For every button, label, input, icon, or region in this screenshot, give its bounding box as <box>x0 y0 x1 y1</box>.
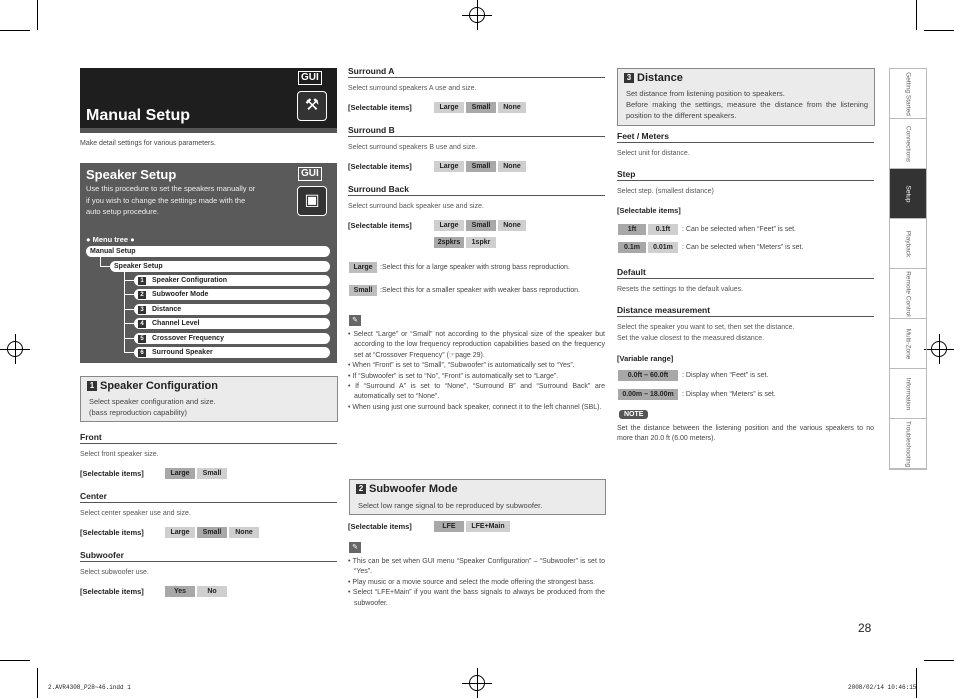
notes1-bullet: • When using just one surround back speaker, connect it to the left channel (SBL). <box>348 403 602 411</box>
surround-back-option-small[interactable]: Small <box>466 220 496 231</box>
notes1-bullet: • If “Subwoofer” is set to “No”, “Front” is automatically set to “Large”. <box>348 372 559 380</box>
surround-b-option-large[interactable]: Large <box>434 161 464 172</box>
sw-mode-option-lfe-main[interactable]: LFE+Main <box>466 521 510 532</box>
step-option-01ft[interactable]: 0.1ft <box>648 224 678 235</box>
surround-a-desc: Select surround speakers A use and size. <box>348 85 477 92</box>
front-desc: Select front speaker size. <box>80 451 159 458</box>
section-title: Speaker Configuration <box>100 380 218 392</box>
surround-back-option-1spkr[interactable]: 1spkr <box>466 237 496 248</box>
tree-item-1[interactable]: 1 Speaker Configuration <box>134 275 330 286</box>
tree-item-6[interactable]: 6 Surround Speaker <box>134 347 330 358</box>
notes2-bullet: • Select “LFE+Main” if you want the bass signals to always be produced from the subwoofer. <box>348 589 605 607</box>
pencil-note-icon-2: ✎ <box>349 542 361 553</box>
subwoofer-selectable-label: [Selectable items] <box>80 587 144 596</box>
tree-speaker-setup[interactable]: Speaker Setup <box>110 261 330 272</box>
footer-timestamp: 2008/02/14 10:46:15 <box>848 684 917 691</box>
step-desc: Select step. (smallest distance) <box>617 188 714 195</box>
tab-playback[interactable]: Playback <box>890 219 926 269</box>
step-selectable-label: [Selectable items] <box>617 206 681 215</box>
surround-b-selectable-label: [Selectable items] <box>348 162 412 171</box>
speaker-setup-desc: Use this procedure to set the speakers manually or if you wish to change the settings made with the auto setup procedure. <box>86 184 256 216</box>
page-number: 28 <box>858 621 872 635</box>
tab-setup[interactable]: Setup <box>890 169 926 219</box>
registration-mark-right <box>924 334 954 364</box>
chapter-tabs <box>889 68 927 470</box>
intro-text: Make detail settings for various parameters. <box>80 140 216 147</box>
tree-item-3[interactable]: 3 Distance <box>134 304 330 315</box>
variable-range-label: [Variable range] <box>617 354 674 363</box>
range-feet: 0.0ft – 60.0ft <box>618 370 678 381</box>
header-underline <box>80 128 337 133</box>
sw-mode-option-lfe[interactable]: LFE <box>434 521 464 532</box>
subwoofer-heading: Subwoofer <box>80 550 337 562</box>
def-small-term: Small <box>349 285 377 296</box>
surround-back-option-none[interactable]: None <box>498 220 526 231</box>
center-option-large[interactable]: Large <box>165 527 195 538</box>
footer-file: 2.AVR4308_P28~46.indd 1 <box>48 684 131 691</box>
surround-back-option-large[interactable]: Large <box>434 220 464 231</box>
feet-meters-heading: Feet / Meters <box>617 131 874 143</box>
section-distance: 3 Distance Set distance from listening position to speakers. Before making the settings, measure the distance from the listening position to the different speakers. <box>617 68 875 126</box>
gui-badge: GUI <box>298 71 322 85</box>
subwoofer-option-yes[interactable]: Yes <box>165 586 195 597</box>
center-option-small[interactable]: Small <box>197 527 227 538</box>
page-title: Manual Setup <box>86 107 191 124</box>
notes2-bullet: • This can be set when GUI menu “Speaker Configuration” – “Subwoofer” is set to “Yes”. <box>348 558 605 576</box>
surround-a-heading: Surround A <box>348 66 605 78</box>
surround-a-selectable-label: [Selectable items] <box>348 103 412 112</box>
tab-troubleshooting[interactable]: Troubleshooting <box>890 419 926 469</box>
surround-a-option-small[interactable]: Small <box>466 102 496 113</box>
surround-back-heading: Surround Back <box>348 184 605 196</box>
range-feet-note: : Display when “Feet” is set. <box>682 372 769 379</box>
surround-a-option-large[interactable]: Large <box>434 102 464 113</box>
tree-item-5[interactable]: 5 Crossover Frequency <box>134 333 330 344</box>
speaker-icon: ▣ <box>297 186 327 216</box>
front-heading: Front <box>80 432 337 444</box>
def-large-text: :Select this for a large speaker with strong bass reproduction. <box>380 264 570 271</box>
distance-note-text: Set the distance between the listening position and the various speakers to no more than 20.0 ft (6.00 meters). <box>617 425 874 443</box>
step-option-1ft[interactable]: 1ft <box>618 224 646 235</box>
notes-subwoofer-mode <box>348 557 605 609</box>
front-option-large[interactable]: Large <box>165 468 195 479</box>
surround-b-option-none[interactable]: None <box>498 161 526 172</box>
section-subwoofer-mode: 2 Subwoofer Mode Select low range signal to be reproduced by subwoofer. <box>349 479 606 515</box>
front-selectable-label: [Selectable items] <box>80 469 144 478</box>
surround-b-desc: Select surround speakers B use and size. <box>348 144 478 151</box>
step-note-feet: : Can be selected when “Feet” is set. <box>682 226 796 233</box>
registration-mark-bottom <box>462 668 492 698</box>
feet-meters-desc: Select unit for distance. <box>617 150 690 157</box>
distance-measurement-heading: Distance measurement <box>617 305 874 317</box>
surround-back-desc: Select surround back speaker use and size. <box>348 203 484 210</box>
section-speaker-configuration: 1 Speaker Configuration Select speaker configuration and size. (bass reproduction capability) <box>80 376 338 422</box>
tab-information[interactable]: Information <box>890 369 926 419</box>
notes2-bullet: • Play music or a movie source and select the mode offering the strongest bass. <box>348 578 596 586</box>
tab-connections[interactable]: Connections <box>890 119 926 169</box>
def-small-text: :Select this for a smaller speaker with weaker bass reproduction. <box>380 287 580 294</box>
surround-b-heading: Surround B <box>348 125 605 137</box>
notes1-bullet: • When “Front” is set to “Small”, “Subwoofer” is automatically set to “Yes”. <box>348 362 575 370</box>
default-desc: Resets the settings to the default values. <box>617 286 744 293</box>
tree-item-4[interactable]: 4 Channel Level <box>134 318 330 329</box>
step-heading: Step <box>617 169 874 181</box>
registration-mark-top <box>462 0 492 30</box>
def-large-term: Large <box>349 262 377 273</box>
distance-measurement-desc: Select the speaker you want to set, then set the distance. Set the value closest to the measured distance. <box>617 324 795 342</box>
surround-back-selectable-label: [Selectable items] <box>348 221 412 230</box>
section-title-3: Distance <box>637 72 683 84</box>
center-option-none[interactable]: None <box>229 527 259 538</box>
range-meters-note: : Display when “Meters” is set. <box>682 391 776 398</box>
step-option-01m[interactable]: 0.1m <box>618 242 646 253</box>
subwoofer-option-no[interactable]: No <box>197 586 227 597</box>
tree-item-2[interactable]: 2 Subwoofer Mode <box>134 289 330 300</box>
center-desc: Select center speaker use and size. <box>80 510 191 517</box>
center-selectable-label: [Selectable items] <box>80 528 144 537</box>
default-heading: Default <box>617 267 874 279</box>
surround-back-option-2spkrs[interactable]: 2spkrs <box>434 237 464 248</box>
subwoofer-desc: Select subwoofer use. <box>80 569 149 576</box>
pencil-note-icon: ✎ <box>349 315 361 326</box>
wrench-tools-icon: ⚒ <box>297 91 327 121</box>
step-note-meters: : Can be selected when “Meters” is set. <box>682 244 804 251</box>
notes1-bullet: • If “Surround A” is set to “None”, “Surround B” and “Surround Back” are automatically set to “None”. <box>348 383 605 401</box>
surround-b-option-small[interactable]: Small <box>466 161 496 172</box>
front-option-small[interactable]: Small <box>197 468 227 479</box>
menu-tree-label: ● Menu tree ● <box>86 235 135 244</box>
sw-mode-selectable-label: [Selectable items] <box>348 522 412 531</box>
center-heading: Center <box>80 491 337 503</box>
registration-mark-left <box>0 334 30 364</box>
note-badge: NOTE <box>619 410 648 419</box>
notes-speaker-config <box>348 330 605 413</box>
tree-root[interactable]: Manual Setup <box>86 246 330 257</box>
notes1-bullet: • Select “Large” or “Small” not according to the physical size of the speaker but according to the low frequency reproduction capabilities based on the frequency set at “Crossover Frequency” (☞page 29). <box>348 331 605 359</box>
tab-remote-control[interactable]: Remote Control <box>890 269 926 319</box>
speaker-setup-title: Speaker Setup <box>86 167 177 182</box>
tab-getting-started[interactable]: Getting Started <box>890 69 926 119</box>
section-title-2: Subwoofer Mode <box>369 483 458 495</box>
tab-multi-zone[interactable]: Multi-Zone <box>890 319 926 369</box>
step-option-001m[interactable]: 0.01m <box>648 242 678 253</box>
surround-a-option-none[interactable]: None <box>498 102 526 113</box>
range-meters: 0.00m – 18.00m <box>618 389 678 400</box>
gui-badge-2: GUI <box>298 167 322 181</box>
